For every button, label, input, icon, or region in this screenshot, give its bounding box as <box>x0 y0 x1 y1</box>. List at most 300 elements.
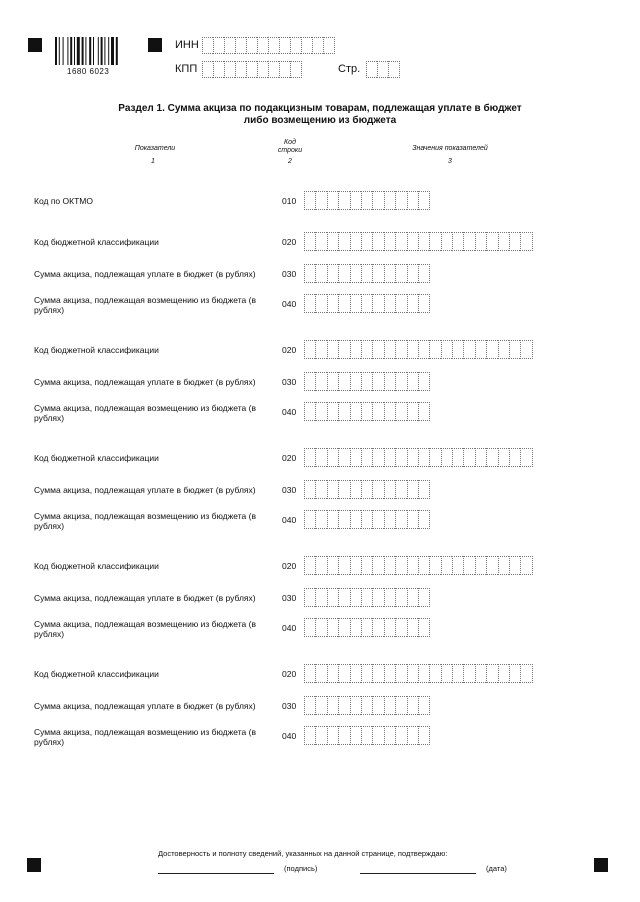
input-cell[interactable] <box>372 726 383 745</box>
input-cell[interactable] <box>388 61 400 78</box>
input-cell[interactable] <box>327 480 338 499</box>
input-cell[interactable] <box>372 372 383 391</box>
input-cell[interactable] <box>327 726 338 745</box>
row-value-field[interactable] <box>304 191 430 210</box>
input-cell[interactable] <box>350 340 361 359</box>
input-cell[interactable] <box>377 61 388 78</box>
input-cell[interactable] <box>418 232 429 251</box>
input-cell[interactable] <box>384 294 395 313</box>
input-cell[interactable] <box>361 664 372 683</box>
input-cell[interactable] <box>463 340 474 359</box>
row-value-field[interactable] <box>304 402 430 421</box>
input-cell[interactable] <box>361 618 372 637</box>
input-cell[interactable] <box>452 232 463 251</box>
input-cell[interactable] <box>407 402 418 421</box>
input-cell[interactable] <box>304 232 315 251</box>
input-cell[interactable] <box>224 37 235 54</box>
input-cell[interactable] <box>372 510 383 529</box>
input-cell[interactable] <box>372 402 383 421</box>
input-cell[interactable] <box>338 696 349 715</box>
input-cell[interactable] <box>315 402 326 421</box>
input-cell[interactable] <box>304 372 315 391</box>
input-cell[interactable] <box>213 61 224 78</box>
input-cell[interactable] <box>350 480 361 499</box>
input-cell[interactable] <box>327 448 338 467</box>
input-cell[interactable] <box>327 588 338 607</box>
input-cell[interactable] <box>361 191 372 210</box>
input-cell[interactable] <box>395 556 406 575</box>
input-cell[interactable] <box>327 191 338 210</box>
input-cell[interactable] <box>246 61 257 78</box>
input-cell[interactable] <box>315 294 326 313</box>
input-cell[interactable] <box>384 340 395 359</box>
input-cell[interactable] <box>463 232 474 251</box>
input-cell[interactable] <box>315 191 326 210</box>
input-cell[interactable] <box>366 61 377 78</box>
input-cell[interactable] <box>486 232 497 251</box>
input-cell[interactable] <box>327 402 338 421</box>
input-cell[interactable] <box>361 696 372 715</box>
row-value-field[interactable] <box>304 340 533 359</box>
row-code: 030 <box>282 269 297 279</box>
input-cell[interactable] <box>338 618 349 637</box>
input-cell[interactable] <box>304 664 315 683</box>
input-cell[interactable] <box>372 664 383 683</box>
input-cell[interactable] <box>441 556 452 575</box>
input-cell[interactable] <box>338 510 349 529</box>
input-cell[interactable] <box>395 264 406 283</box>
input-cell[interactable] <box>327 372 338 391</box>
input-cell[interactable] <box>407 510 418 529</box>
input-cell[interactable] <box>327 696 338 715</box>
input-cell[interactable] <box>257 37 268 54</box>
input-cell[interactable] <box>301 37 312 54</box>
input-cell[interactable] <box>441 448 452 467</box>
input-cell[interactable] <box>407 664 418 683</box>
corner-marker-top-left <box>28 38 42 52</box>
row-value-field[interactable] <box>304 664 533 683</box>
row-label: Код по ОКТМО <box>34 196 93 206</box>
row-label: Сумма акциза, подлежащая возмещению из бюджета (в рублях) <box>34 403 256 423</box>
row-value-field[interactable] <box>304 726 430 745</box>
input-cell[interactable] <box>395 448 406 467</box>
input-cell[interactable] <box>315 618 326 637</box>
input-cell[interactable] <box>315 556 326 575</box>
row-code: 020 <box>282 237 297 247</box>
input-cell[interactable] <box>315 696 326 715</box>
input-cell[interactable] <box>350 556 361 575</box>
row-code: 010 <box>282 196 297 206</box>
page-field[interactable] <box>366 61 400 78</box>
input-cell[interactable] <box>384 696 395 715</box>
input-cell[interactable] <box>407 588 418 607</box>
input-cell[interactable] <box>304 588 315 607</box>
input-cell[interactable] <box>486 448 497 467</box>
kpp-field[interactable] <box>202 61 302 78</box>
input-cell[interactable] <box>407 372 418 391</box>
input-cell[interactable] <box>350 294 361 313</box>
input-cell[interactable] <box>498 448 509 467</box>
input-cell[interactable] <box>304 726 315 745</box>
input-cell[interactable] <box>520 556 532 575</box>
col1-title: Показатели <box>134 145 176 152</box>
input-cell[interactable] <box>384 588 395 607</box>
input-cell[interactable] <box>498 556 509 575</box>
input-cell[interactable] <box>304 556 315 575</box>
input-cell[interactable] <box>304 294 315 313</box>
input-cell[interactable] <box>441 340 452 359</box>
input-cell[interactable] <box>361 556 372 575</box>
input-cell[interactable] <box>384 726 395 745</box>
row-label: Код бюджетной классификации <box>34 453 159 463</box>
input-cell[interactable] <box>372 696 383 715</box>
input-cell[interactable] <box>418 340 429 359</box>
row-value-field[interactable] <box>304 556 533 575</box>
input-cell[interactable] <box>418 726 430 745</box>
input-cell[interactable] <box>338 448 349 467</box>
input-cell[interactable] <box>338 340 349 359</box>
col2-title-line2: строки <box>277 147 303 154</box>
input-cell[interactable] <box>384 402 395 421</box>
input-cell[interactable] <box>372 556 383 575</box>
input-cell[interactable] <box>429 448 440 467</box>
row-code: 040 <box>282 515 297 525</box>
input-cell[interactable] <box>350 402 361 421</box>
input-cell[interactable] <box>304 340 315 359</box>
input-cell[interactable] <box>350 696 361 715</box>
date-line[interactable] <box>360 873 476 874</box>
input-cell[interactable] <box>395 664 406 683</box>
input-cell[interactable] <box>395 510 406 529</box>
input-cell[interactable] <box>395 402 406 421</box>
input-cell[interactable] <box>361 726 372 745</box>
col3-title: Значения показателей <box>412 145 488 152</box>
input-cell[interactable] <box>384 232 395 251</box>
input-cell[interactable] <box>304 191 315 210</box>
input-cell[interactable] <box>384 664 395 683</box>
input-cell[interactable] <box>475 556 486 575</box>
input-cell[interactable] <box>395 294 406 313</box>
input-cell[interactable] <box>327 340 338 359</box>
input-cell[interactable] <box>327 264 338 283</box>
input-cell[interactable] <box>395 618 406 637</box>
input-cell[interactable] <box>395 191 406 210</box>
input-cell[interactable] <box>202 37 213 54</box>
input-cell[interactable] <box>384 264 395 283</box>
input-cell[interactable] <box>475 448 486 467</box>
input-cell[interactable] <box>384 510 395 529</box>
input-cell[interactable] <box>395 340 406 359</box>
row-value-field[interactable] <box>304 448 533 467</box>
input-cell[interactable] <box>407 340 418 359</box>
input-cell[interactable] <box>315 340 326 359</box>
input-cell[interactable] <box>418 510 430 529</box>
row-code: 030 <box>282 701 297 711</box>
row-value-field[interactable] <box>304 588 430 607</box>
input-cell[interactable] <box>463 664 474 683</box>
input-cell[interactable] <box>327 510 338 529</box>
row-value-field[interactable] <box>304 372 430 391</box>
row-label: Сумма акциза, подлежащая уплате в бюджет (в рублях) <box>34 485 256 495</box>
input-cell[interactable] <box>429 340 440 359</box>
row-code: 040 <box>282 731 297 741</box>
input-cell[interactable] <box>304 264 315 283</box>
input-cell[interactable] <box>384 372 395 391</box>
input-cell[interactable] <box>429 664 440 683</box>
input-cell[interactable] <box>323 37 335 54</box>
input-cell[interactable] <box>407 480 418 499</box>
input-cell[interactable] <box>327 664 338 683</box>
input-cell[interactable] <box>235 61 246 78</box>
input-cell[interactable] <box>486 340 497 359</box>
input-cell[interactable] <box>384 556 395 575</box>
row-code: 020 <box>282 345 297 355</box>
input-cell[interactable] <box>315 726 326 745</box>
input-cell[interactable] <box>395 480 406 499</box>
input-cell[interactable] <box>304 696 315 715</box>
row-code: 040 <box>282 299 297 309</box>
input-cell[interactable] <box>246 37 257 54</box>
input-cell[interactable] <box>338 556 349 575</box>
input-cell[interactable] <box>463 448 474 467</box>
input-cell[interactable] <box>361 448 372 467</box>
input-cell[interactable] <box>509 448 520 467</box>
row-value-field[interactable] <box>304 510 430 529</box>
input-cell[interactable] <box>372 618 383 637</box>
input-cell[interactable] <box>372 264 383 283</box>
input-cell[interactable] <box>338 294 349 313</box>
input-cell[interactable] <box>486 664 497 683</box>
input-cell[interactable] <box>372 480 383 499</box>
input-cell[interactable] <box>327 556 338 575</box>
input-cell[interactable] <box>395 696 406 715</box>
row-code: 030 <box>282 485 297 495</box>
row-value-field[interactable] <box>304 294 430 313</box>
row-label: Код бюджетной классификации <box>34 669 159 679</box>
input-cell[interactable] <box>350 510 361 529</box>
input-cell[interactable] <box>315 448 326 467</box>
input-cell[interactable] <box>213 37 224 54</box>
input-cell[interactable] <box>520 664 532 683</box>
input-cell[interactable] <box>327 232 338 251</box>
input-cell[interactable] <box>475 232 486 251</box>
input-cell[interactable] <box>407 264 418 283</box>
input-cell[interactable] <box>338 191 349 210</box>
input-cell[interactable] <box>520 340 532 359</box>
input-cell[interactable] <box>338 402 349 421</box>
input-cell[interactable] <box>384 618 395 637</box>
input-cell[interactable] <box>475 340 486 359</box>
input-cell[interactable] <box>498 232 509 251</box>
input-cell[interactable] <box>224 61 235 78</box>
input-cell[interactable] <box>315 372 326 391</box>
input-cell[interactable] <box>395 372 406 391</box>
input-cell[interactable] <box>304 480 315 499</box>
input-cell[interactable] <box>407 556 418 575</box>
input-cell[interactable] <box>475 664 486 683</box>
input-cell[interactable] <box>452 664 463 683</box>
input-cell[interactable] <box>279 37 290 54</box>
input-cell[interactable] <box>418 294 430 313</box>
input-cell[interactable] <box>268 61 279 78</box>
input-cell[interactable] <box>257 61 268 78</box>
input-cell[interactable] <box>350 726 361 745</box>
corner-marker-bottom-right <box>594 858 608 872</box>
input-cell[interactable] <box>304 618 315 637</box>
input-cell[interactable] <box>315 480 326 499</box>
input-cell[interactable] <box>350 448 361 467</box>
input-cell[interactable] <box>520 232 532 251</box>
row-value-field[interactable] <box>304 264 430 283</box>
input-cell[interactable] <box>268 37 279 54</box>
row-label: Код бюджетной классификации <box>34 561 159 571</box>
section-title-line1: Раздел 1. Сумма акциза по подакцизным товарам, подлежащая уплате в бюджет <box>118 103 522 114</box>
input-cell[interactable] <box>429 232 440 251</box>
input-cell[interactable] <box>407 191 418 210</box>
input-cell[interactable] <box>350 372 361 391</box>
input-cell[interactable] <box>407 696 418 715</box>
input-cell[interactable] <box>315 232 326 251</box>
input-cell[interactable] <box>418 618 430 637</box>
input-cell[interactable] <box>418 402 430 421</box>
input-cell[interactable] <box>361 264 372 283</box>
input-cell[interactable] <box>361 510 372 529</box>
row-code: 020 <box>282 669 297 679</box>
input-cell[interactable] <box>312 37 323 54</box>
input-cell[interactable] <box>509 664 520 683</box>
input-cell[interactable] <box>372 232 383 251</box>
row-code: 030 <box>282 377 297 387</box>
input-cell[interactable] <box>350 232 361 251</box>
input-cell[interactable] <box>372 588 383 607</box>
input-cell[interactable] <box>315 664 326 683</box>
row-code: 040 <box>282 407 297 417</box>
signature-line[interactable] <box>158 873 274 874</box>
input-cell[interactable] <box>452 556 463 575</box>
row-code: 040 <box>282 623 297 633</box>
input-cell[interactable] <box>395 726 406 745</box>
row-value-field[interactable] <box>304 232 533 251</box>
input-cell[interactable] <box>407 294 418 313</box>
input-cell[interactable] <box>418 588 430 607</box>
input-cell[interactable] <box>361 372 372 391</box>
input-cell[interactable] <box>384 448 395 467</box>
input-cell[interactable] <box>235 37 246 54</box>
input-cell[interactable] <box>350 618 361 637</box>
input-cell[interactable] <box>452 340 463 359</box>
input-cell[interactable] <box>418 448 429 467</box>
input-cell[interactable] <box>315 510 326 529</box>
input-cell[interactable] <box>498 664 509 683</box>
barcode-number: 1680 6023 <box>67 67 110 76</box>
input-cell[interactable] <box>202 61 213 78</box>
input-cell[interactable] <box>418 191 430 210</box>
input-cell[interactable] <box>338 664 349 683</box>
kpp-label: КПП <box>175 63 198 75</box>
input-cell[interactable] <box>418 264 430 283</box>
input-cell[interactable] <box>338 588 349 607</box>
input-cell[interactable] <box>315 588 326 607</box>
input-cell[interactable] <box>384 191 395 210</box>
input-cell[interactable] <box>361 402 372 421</box>
input-cell[interactable] <box>361 294 372 313</box>
input-cell[interactable] <box>509 556 520 575</box>
input-cell[interactable] <box>338 372 349 391</box>
input-cell[interactable] <box>361 588 372 607</box>
input-cell[interactable] <box>338 726 349 745</box>
input-cell[interactable] <box>361 480 372 499</box>
input-cell[interactable] <box>463 556 474 575</box>
input-cell[interactable] <box>279 61 290 78</box>
input-cell[interactable] <box>407 726 418 745</box>
input-cell[interactable] <box>486 556 497 575</box>
input-cell[interactable] <box>418 556 429 575</box>
input-cell[interactable] <box>350 588 361 607</box>
input-cell[interactable] <box>290 61 302 78</box>
row-label: Сумма акциза, подлежащая уплате в бюджет (в рублях) <box>34 701 256 711</box>
input-cell[interactable] <box>520 448 532 467</box>
input-cell[interactable] <box>338 480 349 499</box>
input-cell[interactable] <box>418 696 430 715</box>
input-cell[interactable] <box>498 340 509 359</box>
input-cell[interactable] <box>361 340 372 359</box>
input-cell[interactable] <box>338 232 349 251</box>
input-cell[interactable] <box>407 232 418 251</box>
input-cell[interactable] <box>350 664 361 683</box>
input-cell[interactable] <box>304 510 315 529</box>
input-cell[interactable] <box>395 588 406 607</box>
inn-field[interactable] <box>202 37 335 54</box>
input-cell[interactable] <box>290 37 301 54</box>
input-cell[interactable] <box>338 264 349 283</box>
row-value-field[interactable] <box>304 618 430 637</box>
date-caption: (дата) <box>486 864 507 873</box>
inn-label: ИНН <box>175 39 199 51</box>
input-cell[interactable] <box>441 664 452 683</box>
barcode <box>55 37 131 65</box>
input-cell[interactable] <box>372 340 383 359</box>
input-cell[interactable] <box>372 448 383 467</box>
row-value-field[interactable] <box>304 696 430 715</box>
input-cell[interactable] <box>429 556 440 575</box>
row-label: Код бюджетной классификации <box>34 345 159 355</box>
input-cell[interactable] <box>452 448 463 467</box>
row-value-field[interactable] <box>304 480 430 499</box>
input-cell[interactable] <box>441 232 452 251</box>
col3-num: 3 <box>448 158 452 165</box>
input-cell[interactable] <box>418 480 430 499</box>
row-label: Сумма акциза, подлежащая уплате в бюджет (в рублях) <box>34 377 256 387</box>
input-cell[interactable] <box>327 618 338 637</box>
input-cell[interactable] <box>361 232 372 251</box>
input-cell[interactable] <box>304 448 315 467</box>
input-cell[interactable] <box>418 372 430 391</box>
input-cell[interactable] <box>372 294 383 313</box>
input-cell[interactable] <box>372 191 383 210</box>
input-cell[interactable] <box>418 664 429 683</box>
input-cell[interactable] <box>509 340 520 359</box>
input-cell[interactable] <box>315 264 326 283</box>
input-cell[interactable] <box>384 480 395 499</box>
input-cell[interactable] <box>407 618 418 637</box>
input-cell[interactable] <box>407 448 418 467</box>
input-cell[interactable] <box>509 232 520 251</box>
input-cell[interactable] <box>350 264 361 283</box>
input-cell[interactable] <box>327 294 338 313</box>
input-cell[interactable] <box>350 191 361 210</box>
input-cell[interactable] <box>395 232 406 251</box>
input-cell[interactable] <box>304 402 315 421</box>
